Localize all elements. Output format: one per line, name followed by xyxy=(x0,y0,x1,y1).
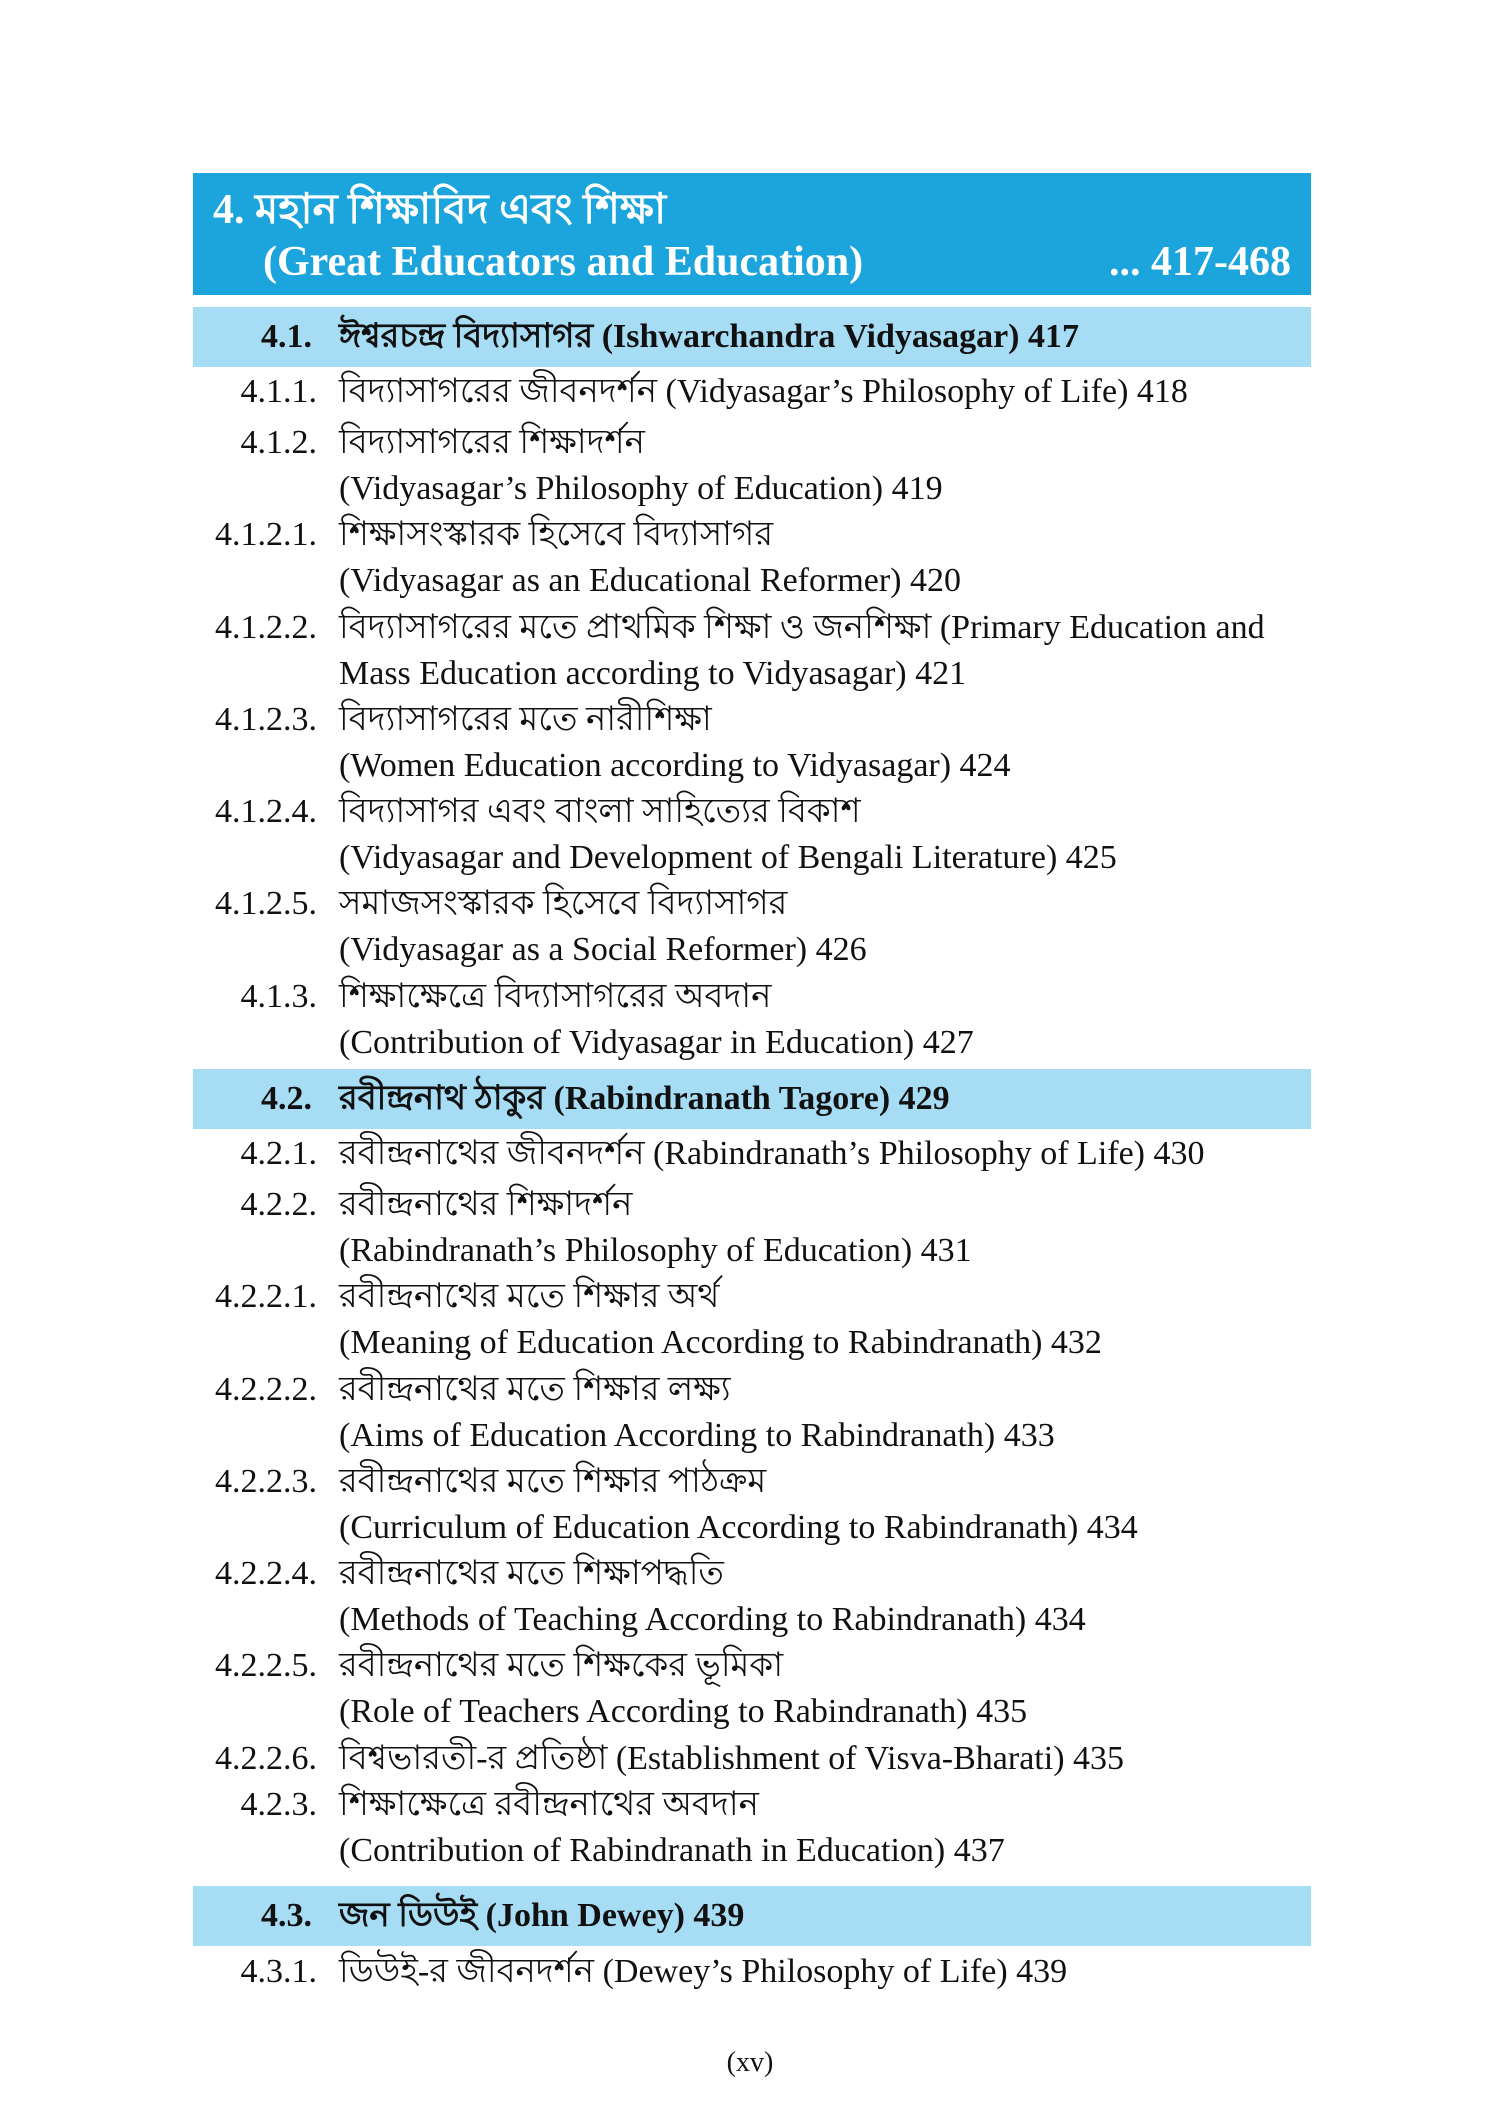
entry-line: (Vidyasagar and Development of Bengali Literature) 425 xyxy=(339,839,1117,876)
entry-number: 4.2.2.2. xyxy=(215,1371,317,1408)
entry-line: রবীন্দ্রনাথের মতে শিক্ষার অর্থ xyxy=(339,1278,720,1315)
section-bar-4-2 xyxy=(193,1069,1311,1129)
entry-line: (Women Education according to Vidyasagar) 424 xyxy=(339,747,1011,784)
entry-line: (Contribution of Rabindranath in Education) 437 xyxy=(339,1832,1005,1869)
entry-number: 4.2.2.4. xyxy=(215,1555,317,1592)
section-number: 4.3. xyxy=(261,1897,312,1934)
entry-line: (Role of Teachers According to Rabindranath) 435 xyxy=(339,1693,1028,1730)
section-number: 4.2. xyxy=(261,1080,312,1117)
entry-line: ডিউই-র জীবনদর্শন (Dewey’s Philosophy of Life) 439 xyxy=(339,1953,1068,1990)
entry-line: (Rabindranath’s Philosophy of Education) 431 xyxy=(339,1232,972,1269)
section-number: 4.1. xyxy=(261,318,312,355)
entry-line: শিক্ষাক্ষেত্রে রবীন্দ্রনাথের অবদান xyxy=(339,1786,759,1823)
entry-number: 4.1.2.4. xyxy=(215,793,317,830)
entry-line: (Meaning of Education According to Rabindranath) 432 xyxy=(339,1324,1102,1361)
chapter-title-en: (Great Educators and Education) xyxy=(263,239,864,285)
entry-line: (Contribution of Vidyasagar in Education) 427 xyxy=(339,1024,974,1061)
entry-number: 4.1.2.3. xyxy=(215,701,317,738)
entry-line: বিদ্যাসাগরের শিক্ষাদর্শন xyxy=(339,424,645,461)
entry-line: রবীন্দ্রনাথের শিক্ষাদর্শন xyxy=(339,1186,633,1223)
entry-number: 4.2.2.6. xyxy=(215,1740,317,1777)
entry-line: (Methods of Teaching According to Rabindranath) 434 xyxy=(339,1601,1086,1638)
entry-number: 4.2.3. xyxy=(240,1786,317,1823)
entry-line: (Vidyasagar as an Educational Reformer) 420 xyxy=(339,562,961,599)
chapter-header xyxy=(193,173,1311,295)
entry-number: 4.2.2.5. xyxy=(215,1647,317,1684)
entry-number: 4.1.2.2. xyxy=(215,609,317,646)
entry-number: 4.2.2.3. xyxy=(215,1463,317,1500)
entry-line: বিদ্যাসাগরের মতে নারীশিক্ষা xyxy=(339,701,712,738)
entry-line: রবীন্দ্রনাথের মতে শিক্ষার পাঠক্রম xyxy=(339,1463,767,1500)
entry-number: 4.1.2.5. xyxy=(215,885,317,922)
entry-number: 4.1.2. xyxy=(240,424,317,461)
entry-line: রবীন্দ্রনাথের জীবনদর্শন (Rabindranath’s Philosophy of Life) 430 xyxy=(339,1135,1205,1172)
entry-line: বিদ্যাসাগর এবং বাংলা সাহিত্যের বিকাশ xyxy=(339,793,861,830)
chapter-title-bengali: মহান শিক্ষাবিদ এবং শিক্ষা xyxy=(255,187,667,233)
section-bar-4-3 xyxy=(193,1886,1311,1946)
entry-line: বিদ্যাসাগরের জীবনদর্শন (Vidyasagar’s Philosophy of Life) 418 xyxy=(339,373,1188,410)
entry-line: Mass Education according to Vidyasagar) 421 xyxy=(339,655,967,692)
entry-line: বিদ্যাসাগরের মতে প্রাথমিক শিক্ষা ও জনশিক্ষা (Primary Education and xyxy=(339,609,1265,646)
chapter-number: 4. xyxy=(213,187,245,233)
entry-line: বিশ্বভারতী-র প্রতিষ্ঠা (Establishment of Visva-Bharati) 435 xyxy=(339,1740,1125,1777)
section-title: রবীন্দ্রনাথ ঠাকুর (Rabindranath Tagore) 429 xyxy=(339,1080,950,1117)
section-bar-4-1 xyxy=(193,307,1311,367)
entry-line: শিক্ষাক্ষেত্রে বিদ্যাসাগরের অবদান xyxy=(339,978,772,1015)
entry-line: শিক্ষাসংস্কারক হিসেবে বিদ্যাসাগর xyxy=(339,516,774,553)
chapter-page-range: ... 417-468 xyxy=(1109,239,1291,285)
entry-line: রবীন্দ্রনাথের মতে শিক্ষার লক্ষ্য xyxy=(339,1371,731,1408)
entry-number: 4.2.1. xyxy=(240,1135,317,1172)
chapter-title-bn xyxy=(213,185,666,235)
entry-line: রবীন্দ্রনাথের মতে শিক্ষাপদ্ধতি xyxy=(339,1555,724,1592)
entry-number: 4.2.2. xyxy=(240,1186,317,1223)
entry-number: 4.2.2.1. xyxy=(215,1278,317,1315)
entry-number: 4.1.1. xyxy=(240,373,317,410)
entry-line: (Vidyasagar’s Philosophy of Education) 419 xyxy=(339,470,943,507)
entry-line: (Vidyasagar as a Social Reformer) 426 xyxy=(339,931,867,968)
page-number: (xv) xyxy=(726,2047,774,2078)
entry-line: (Aims of Education According to Rabindranath) 433 xyxy=(339,1417,1055,1454)
entry-line: সমাজসংস্কারক হিসেবে বিদ্যাসাগর xyxy=(339,885,788,922)
entry-number: 4.1.2.1. xyxy=(215,516,317,553)
section-title: জন ডিউই (John Dewey) 439 xyxy=(339,1897,745,1934)
entry-number: 4.3.1. xyxy=(240,1953,317,1990)
entry-number: 4.1.3. xyxy=(240,978,317,1015)
entry-line: রবীন্দ্রনাথের মতে শিক্ষকের ভূমিকা xyxy=(339,1647,784,1684)
section-title: ঈশ্বরচন্দ্র বিদ্যাসাগর (Ishwarchandra Vidyasagar) 417 xyxy=(339,318,1080,355)
entry-line: (Curriculum of Education According to Rabindranath) 434 xyxy=(339,1509,1138,1546)
